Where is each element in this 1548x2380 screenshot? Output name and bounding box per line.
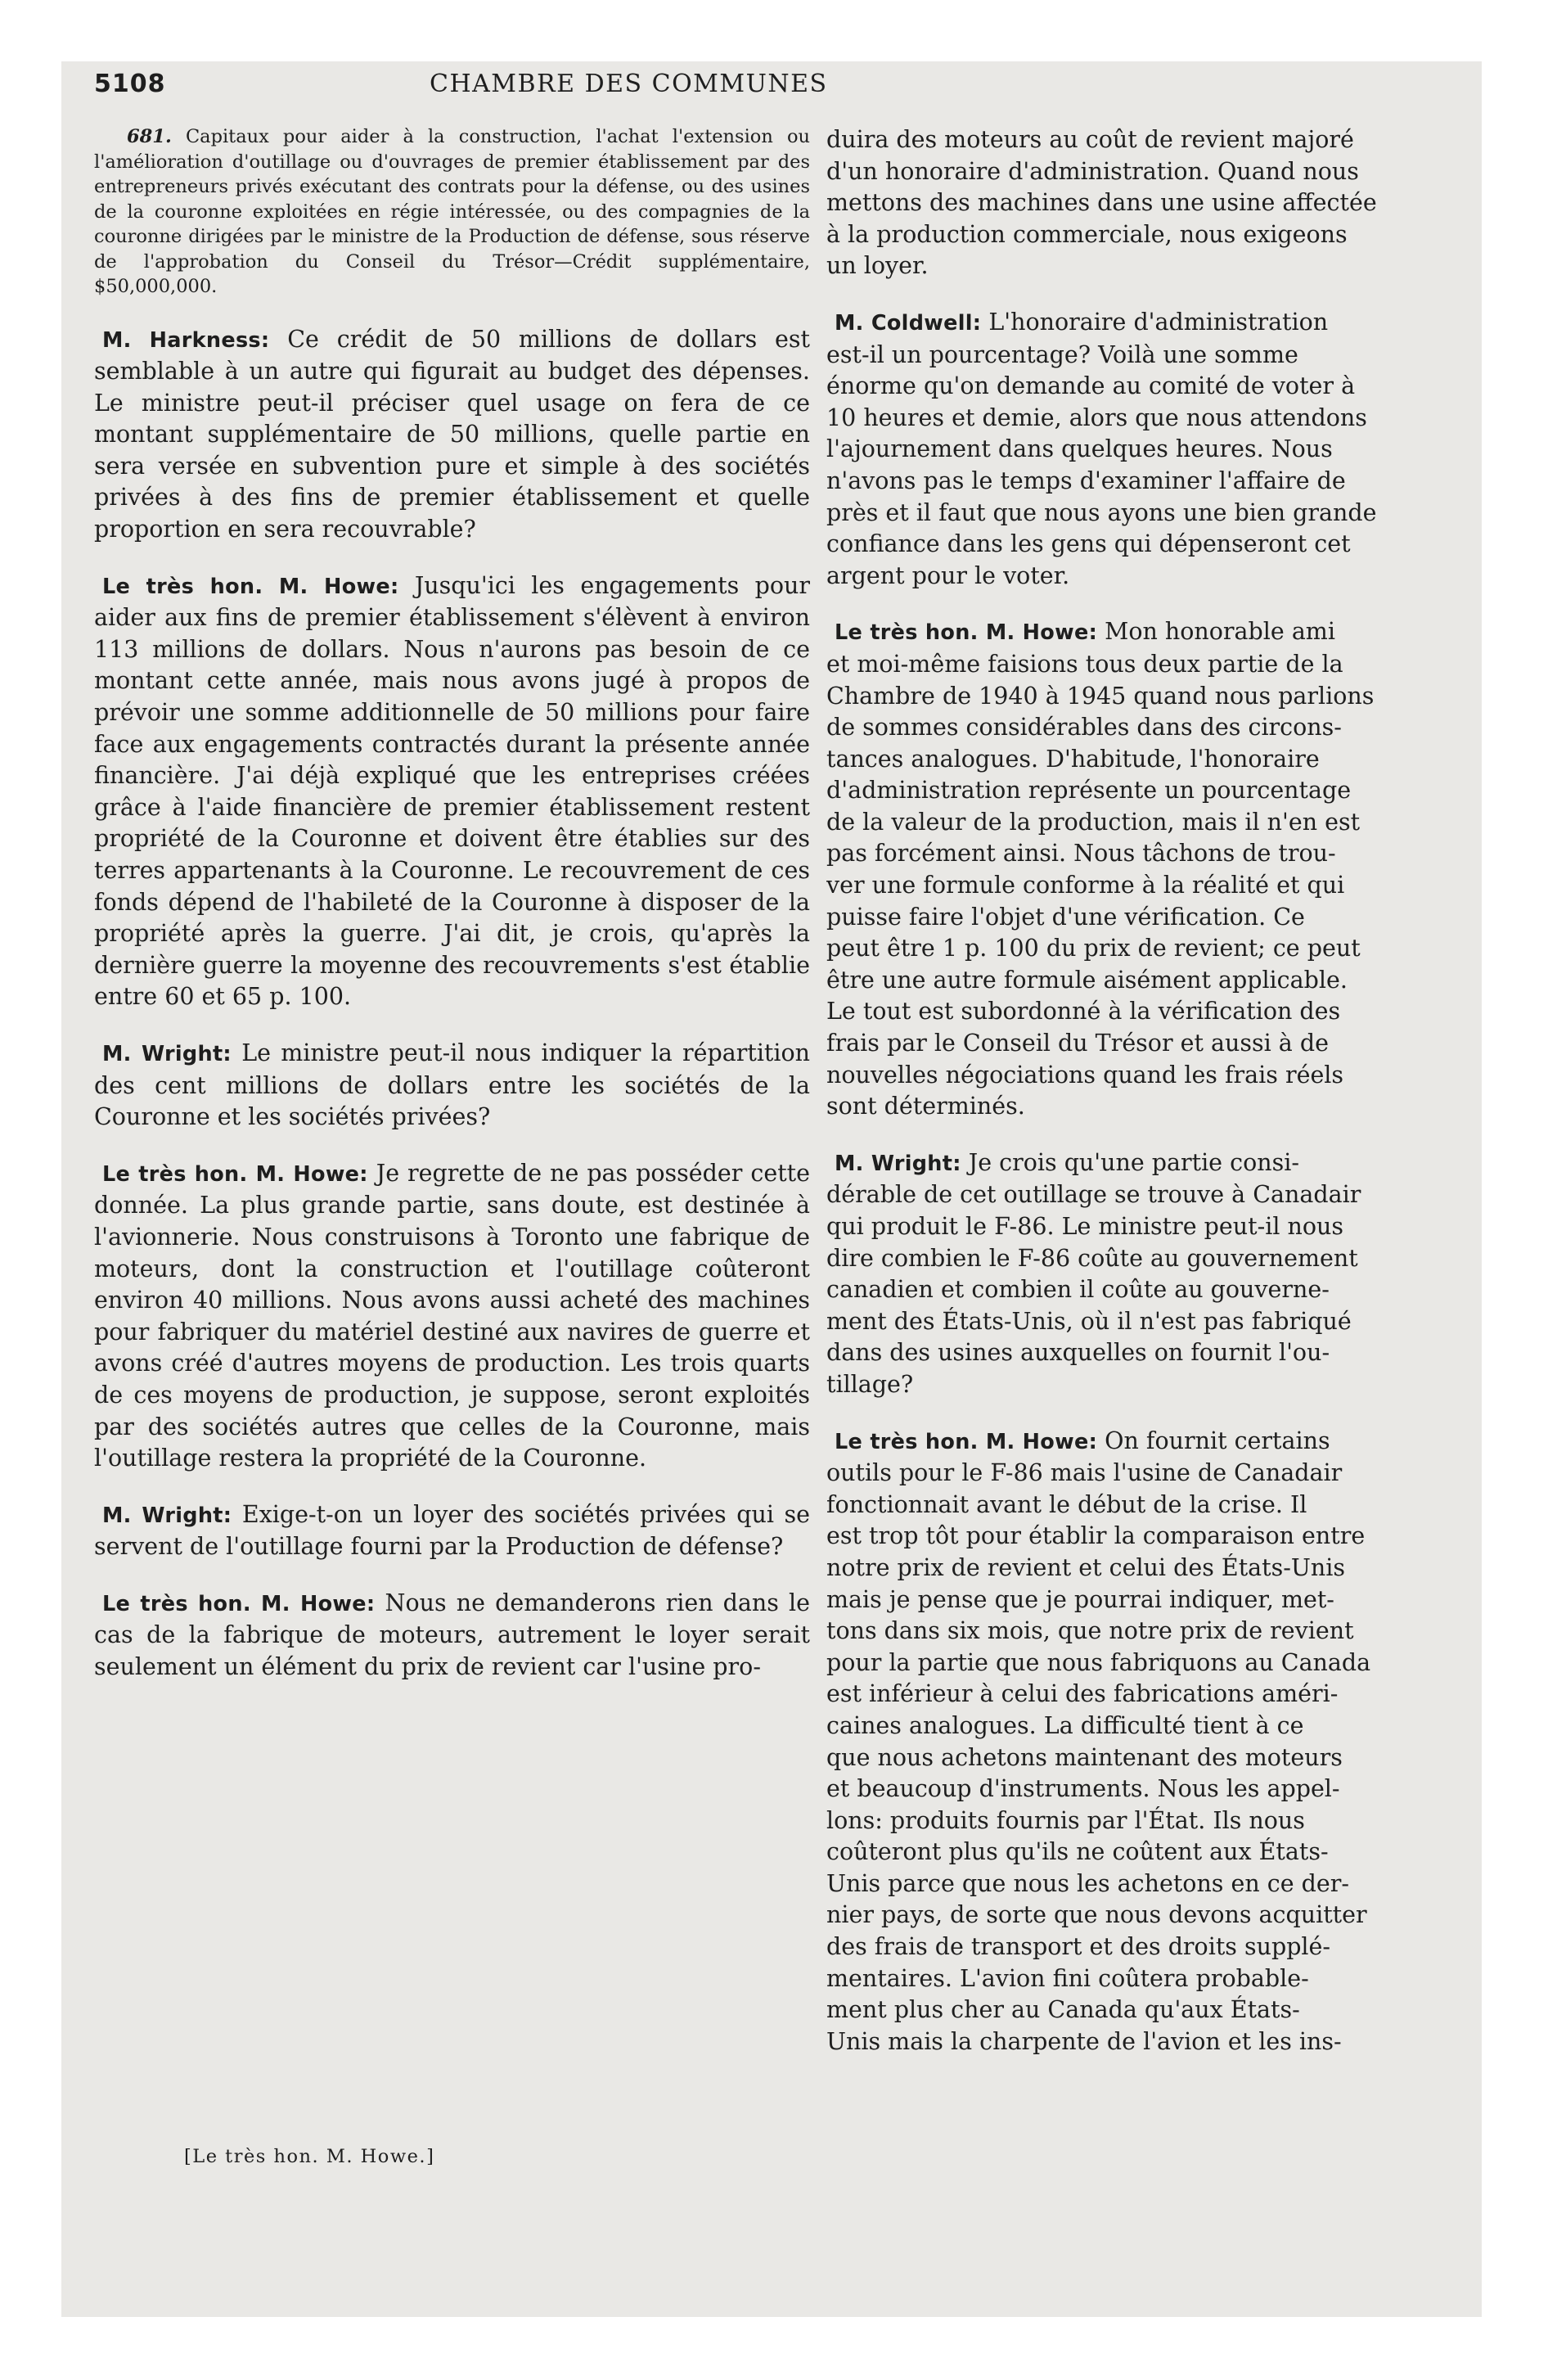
- text-line: Le très hon. M. Howe: Mon honorable ami: [835, 618, 1335, 646]
- speaker-name: M. Coldwell:: [835, 310, 982, 336]
- text-line: et beaucoup d'instruments. Nous les appel-: [826, 1775, 1340, 1803]
- text-line: dire combien le F-86 coûte au gouvernement: [826, 1244, 1358, 1272]
- text-line: nier pays, de sorte que nous devons acquitter: [826, 1901, 1367, 1929]
- speech-paragraph: [826, 1426, 1481, 2058]
- text-line: qui produit le F-86. Le ministre peut-il nous: [826, 1213, 1343, 1240]
- text-line: tons dans six mois, que notre prix de revient: [826, 1617, 1354, 1645]
- right-column: [826, 124, 1481, 2082]
- speech-text: Le ministre peut-il nous indiquer la répartition des cent millions de dollars entre les sociétés de la Couronne et les sociétés privées?: [94, 1039, 811, 1131]
- text-line: peut être 1 p. 100 du prix de revient; ce peut: [826, 935, 1361, 962]
- speech-text: Je regrette de ne pas posséder cette donnée. La plus grande partie, sans doute, est destinée à l'avionnerie. Nous construisons à Toronto une fabrique de moteurs, dont la construction et l'outillage coûteront environ 40 millions. Nous avons aussi acheté des machines pour fabriquer du matériel destiné aux navires de guerre et avons créé d'autres moyens de production. Les trois quarts de ces moyens de production, je suppose, seront exploités par des sociétés autres que celles de la Couronne, mais l'outillage restera la propriété de la Couronne.: [94, 1159, 810, 1472]
- text-line: frais par le Conseil du Trésor et aussi à de: [826, 1030, 1329, 1057]
- page-number: 5108: [94, 70, 166, 98]
- speech-text: Ce crédit de 50 millions de dollars est semblable à un autre qui figurait au budget des dépenses. Le ministre peut-il préciser quel usage on fera de ce montant supplémentaire de 50 millions, quelle partie en sera versée en subvention pure et simple à des sociétés privées à des fins de premier établissement et quelle proportion en sera recouvrable?: [94, 325, 810, 543]
- continuation-paragraph: [826, 124, 1481, 282]
- speaker-name: M. Wright:: [835, 1151, 961, 1176]
- text-line: 10 heures et demie, alors que nous attendons: [826, 403, 1367, 431]
- text-line: que nous achetons maintenant des moteurs: [826, 1743, 1343, 1771]
- text-line: n'avons pas le temps d'examiner l'affaire de: [826, 467, 1346, 494]
- text-line: caines analogues. La difficulté tient à ce: [826, 1711, 1304, 1739]
- text-line: tillage?: [826, 1370, 914, 1398]
- supply-item: [94, 124, 810, 300]
- speaker-name: Le très hon. M. Howe:: [102, 1161, 368, 1187]
- text-line: M. Coldwell: L'honoraire d'administration: [835, 308, 1329, 336]
- speaker-name: Le très hon. M. Howe:: [102, 1591, 376, 1616]
- speaker-name: Le très hon. M. Howe:: [102, 574, 399, 599]
- speech-paragraph: [94, 1588, 810, 1684]
- text-line: à la production commerciale, nous exigeons: [826, 220, 1348, 248]
- text-line: outils pour le F-86 mais l'usine de Canadair: [826, 1459, 1343, 1487]
- text-line: est inférieur à celui des fabrications améri-: [826, 1680, 1339, 1708]
- text-line: puisse faire l'objet d'une vérification. Ce: [826, 903, 1305, 931]
- text-line: ment des États-Unis, où il n'est pas fabriqué: [826, 1307, 1352, 1335]
- text-line: coûteront plus qu'ils ne coûtent aux États-: [826, 1838, 1329, 1866]
- running-head: CHAMBRE DES COMMUNES: [430, 70, 828, 98]
- text-line: de la valeur de la production, mais il n'en est: [826, 808, 1361, 836]
- text-line: d'administration représente un pourcentage: [826, 777, 1352, 805]
- text-line: l'ajournement dans quelques heures. Nous: [826, 435, 1333, 463]
- text-line: dérable de cet outillage se trouve à Canadair: [826, 1181, 1361, 1209]
- text-line: Le tout est subordonné à la vérification des: [826, 998, 1341, 1025]
- speech-paragraph: [94, 1499, 810, 1563]
- text-line: M. Wright: Je crois qu'une partie consi-: [835, 1148, 1299, 1176]
- text-line: est trop tôt pour établir la comparaison entre: [826, 1522, 1366, 1550]
- text-line: Unis parce que nous les achetons en ce der-: [826, 1869, 1350, 1897]
- text-line: ver une formule conforme à la réalité et qui: [826, 872, 1345, 899]
- text-line: mentaires. L'avion fini coûtera probable-: [826, 1964, 1309, 1992]
- speech-paragraph: [826, 1147, 1481, 1401]
- text-line: pour la partie que nous fabriquons au Canada: [826, 1648, 1371, 1676]
- text-line: mais je pense que je pourrai indiquer, met-: [826, 1585, 1334, 1613]
- text-line: nouvelles négociations quand les frais réels: [826, 1061, 1344, 1089]
- speech-text: Exige-t-on un loyer des sociétés privées qui se servent de l'outillage fourni par la Production de défense?: [94, 1500, 811, 1561]
- text-line: notre prix de revient et celui des États-Unis: [826, 1553, 1345, 1581]
- text-line: de sommes considérables dans des circons-: [826, 714, 1342, 741]
- speaker-name: M. Wright:: [102, 1503, 232, 1528]
- speaker-name: M. Wright:: [102, 1041, 232, 1066]
- text-line: être une autre formule aisément applicable.: [826, 966, 1348, 994]
- left-column: [94, 124, 810, 1708]
- text-line: est-il un pourcentage? Voilà une somme: [826, 340, 1298, 368]
- text-line: un loyer.: [826, 252, 929, 280]
- text-line: Le très hon. M. Howe: On fournit certains: [835, 1427, 1330, 1454]
- text-line: lons: produits fournis par l'État. Ils nous: [826, 1806, 1305, 1834]
- text-line: confiance dans les gens qui dépenseront cet: [826, 530, 1351, 558]
- speech-paragraph: [94, 570, 810, 1013]
- speech-paragraph: [94, 1158, 810, 1475]
- speaker-name: M. Harkness:: [102, 327, 270, 353]
- text-line: canadien et combien il coûte au gouverne-: [826, 1276, 1330, 1304]
- text-line: fonctionnait avant le début de la crise. Il: [826, 1490, 1307, 1518]
- speech-paragraph: [94, 324, 810, 546]
- item-text: Capitaux pour aider à la construction, l'achat l'extension ou l'amélioration d'outillage ou d'ouvrages de premier établissement par des entrepreneurs privés exécutant des contrats pour la défense, ou des usines de la couronne exploitées en régie intéressée, ou des compagnies de la couronne dirigées par le ministre de la Production de défense, sous réserve de l'approbation du Conseil du Trésor—Crédit supplémentaire, $50,000,000.: [94, 126, 810, 297]
- text-line: d'un honoraire d'administration. Quand nous: [826, 157, 1359, 185]
- speech-text: Jusqu'ici les engagements pour aider aux fins de premier établissement s'élèvent à environ 113 millions de dollars. Nous n'aurons pas besoin de ce montant cette année, mais nous avons jugé à propos de prévoir une somme additionnelle de 50 millions pour faire face aux engagements contractés durant la présente année financière. J'ai déjà expliqué que les entreprises créées grâce à l'aide financière de premier établissement restent propriété de la Couronne et doivent être établies sur des terres appartenants à la Couronne. Le recouvrement de ces fonds dépend de l'habileté de la Couronne à disposer de la propriété après la guerre. J'ai dit, je crois, qu'après la dernière guerre la moyenne des recouvrements s'est établie entre 60 et 65 p. 100.: [94, 571, 811, 1011]
- text-line: près et il faut que nous ayons une bien grande: [826, 498, 1377, 526]
- text-line: duira des moteurs au coût de revient majoré: [826, 126, 1354, 153]
- text-line: ment plus cher au Canada qu'aux États-: [826, 1996, 1300, 2024]
- text-line: Unis mais la charpente de l'avion et les ins-: [826, 2027, 1342, 2055]
- item-number: 681.: [127, 126, 172, 147]
- speech-paragraph: [94, 1038, 810, 1134]
- speaker-name: Le très hon. M. Howe:: [835, 1429, 1098, 1454]
- text-line: énorme qu'on demande au comité de voter à: [826, 372, 1356, 400]
- text-line: mettons des machines dans une usine affectée: [826, 189, 1377, 217]
- speech-paragraph: [826, 616, 1481, 1123]
- text-line: argent pour le voter.: [826, 561, 1070, 589]
- page-header: [94, 70, 1035, 110]
- text-line: pas forcément ainsi. Nous tâchons de trou-: [826, 840, 1336, 868]
- speech-text: Nous ne demanderons rien dans le cas de la fabrique de moteurs, autrement le loyer serait seulement un élément du prix de revient car l'usine pro-: [94, 1589, 811, 1681]
- speech-paragraph: [826, 307, 1481, 592]
- text-line: sont déterminés.: [826, 1093, 1025, 1120]
- text-line: et moi-même faisions tous deux partie de la: [826, 650, 1343, 678]
- speaker-name: Le très hon. M. Howe:: [835, 620, 1098, 646]
- text-line: dans des usines auxquelles on fournit l'ou-: [826, 1339, 1330, 1367]
- text-line: tances analogues. D'habitude, l'honoraire: [826, 745, 1320, 773]
- text-line: des frais de transport et des droits supplé-: [826, 1933, 1331, 1961]
- page-footer-note: [Le très hon. M. Howe.]: [184, 2146, 435, 2167]
- text-line: Chambre de 1940 à 1945 quand nous parlions: [826, 682, 1375, 710]
